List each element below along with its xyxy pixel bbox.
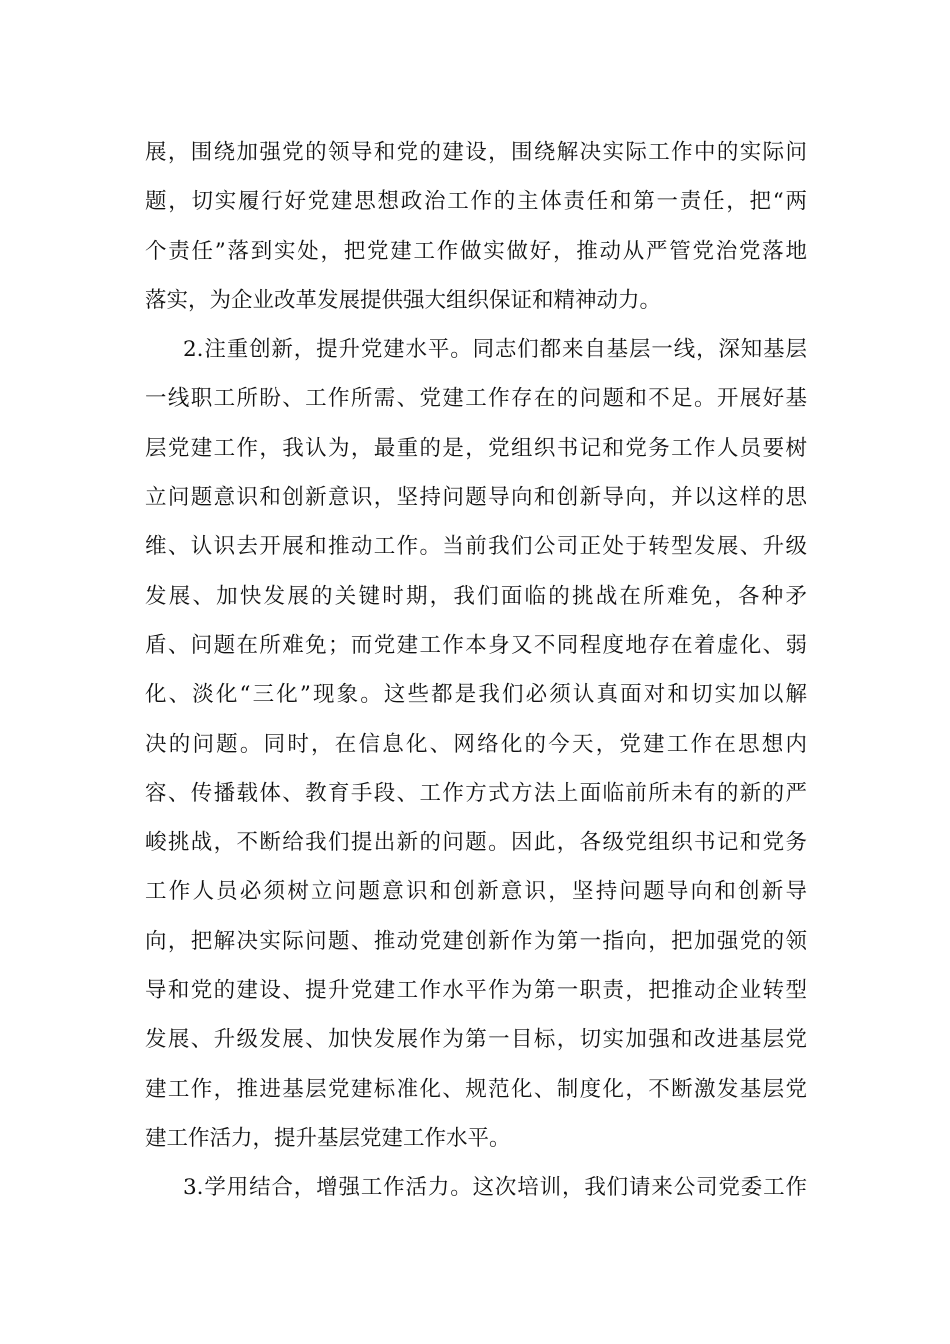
text-line: 化、淡化“三化”现象。这些都是我们必须认真面对和切实加以解	[145, 682, 807, 708]
text-line: 容、传播载体、教育手段、工作方式方法上面临前所未有的新的严	[145, 780, 807, 806]
paragraph-heading-line: 2.注重创新，提升党建水平。同志们都来自基层一线，深知基层	[183, 337, 807, 363]
text-line: 盾、问题在所难免；而党建工作本身又不同程度地存在着虚化、弱	[145, 632, 807, 658]
text-line: 建工作，推进基层党建标准化、规范化、制度化，不断激发基层党	[145, 1076, 807, 1102]
text-line: 层党建工作，我认为，最重的是，党组织书记和党务工作人员要树	[145, 435, 807, 461]
text-line: 建工作活力，提升基层党建工作水平。	[145, 1125, 511, 1151]
text-line: 题，切实履行好党建思想政治工作的主体责任和第一责任，把“两	[145, 189, 807, 215]
text-line: 发展、升级发展、加快发展作为第一目标，切实加强和改进基层党	[145, 1027, 807, 1053]
document-body	[145, 128, 807, 1213]
text-line: 导和党的建设、提升党建工作水平作为第一职责，把推动企业转型	[145, 978, 807, 1004]
text-line: 个责任”落到实处，把党建工作做实做好，推动从严管党治党落地	[145, 238, 807, 264]
text-line: 落实，为企业改革发展提供强大组织保证和精神动力。	[145, 287, 662, 313]
text-line: 展，围绕加强党的领导和党的建设，围绕解决实际工作中的实际问	[145, 140, 807, 165]
text-line: 维、认识去开展和推动工作。当前我们公司正处于转型发展、升级	[145, 534, 807, 560]
paragraph-heading-line: 3.学用结合，增强工作活力。这次培训，我们请来公司党委工作	[183, 1175, 807, 1201]
text-line: 发展、加快发展的关键时期，我们面临的挑战在所难免，各种矛	[145, 583, 807, 609]
text-line: 决的问题。同时，在信息化、网络化的今天，党建工作在思想内	[145, 731, 807, 757]
text-line: 工作人员必须树立问题意识和创新意识，坚持问题导向和创新导	[145, 879, 807, 905]
text-line: 峻挑战，不断给我们提出新的问题。因此，各级党组织书记和党务	[145, 830, 807, 856]
text-line: 向，把解决实际问题、推动党建创新作为第一指向，把加强党的领	[145, 928, 807, 954]
text-line: 立问题意识和创新意识，坚持问题导向和创新导向，并以这样的思	[145, 485, 807, 511]
text-line: 一线职工所盼、工作所需、党建工作存在的问题和不足。开展好基	[145, 386, 807, 412]
